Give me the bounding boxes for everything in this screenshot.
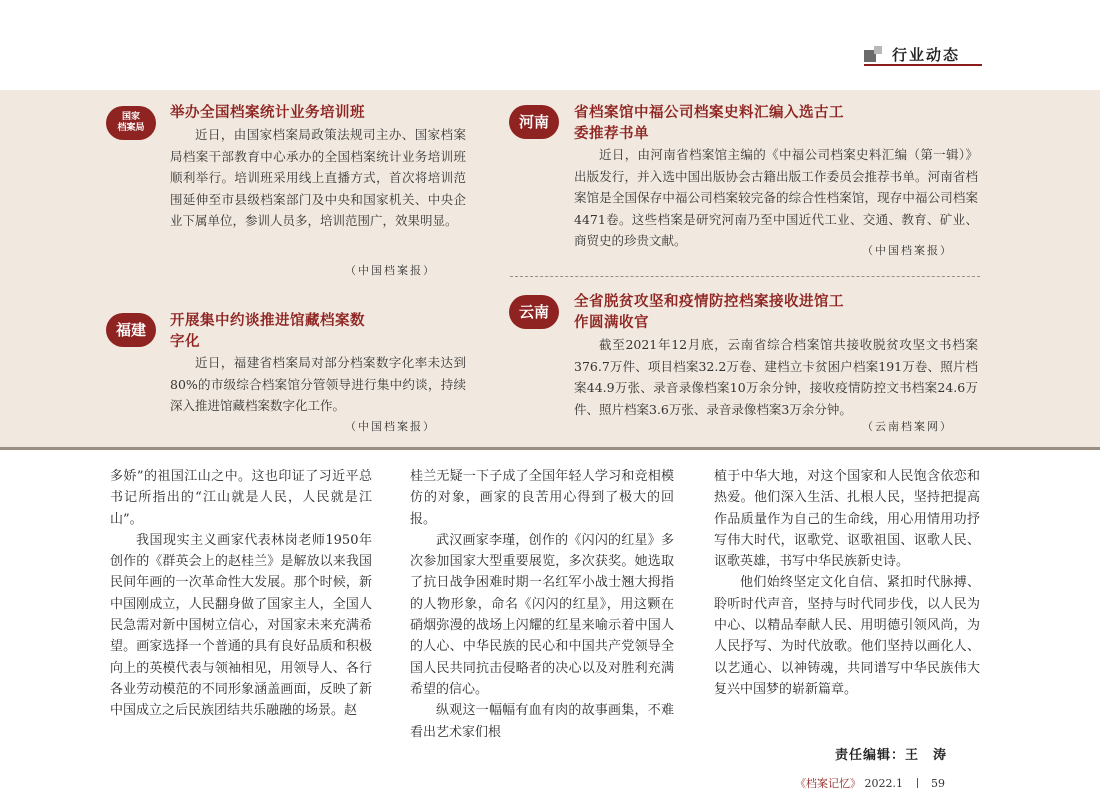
news-source-2: （中国档案报） — [345, 420, 436, 433]
news-tag-guojia: 国家 档案局 — [106, 106, 156, 140]
paragraph: 植于中华大地，对这个国家和人民饱含依恋和热爱。他们深入生活、扎根人民，坚持把提高作品质量作为自己的生命线，用心用情用功抒写伟大时代，讴歌党、讴歌祖国、讴歌人民、讴歌英雄，书写中华民族新史诗。 — [714, 469, 980, 570]
section-header — [864, 44, 982, 64]
news-source-4: （云南档案网） — [862, 420, 953, 433]
news-tag-henan: 河南 — [509, 105, 559, 139]
news-source-1: （中国档案报） — [345, 264, 436, 277]
paragraph: 我国现实主义画家代表林岗老师1950年创作的《群英会上的赵桂兰》是解放以来我国民间年画的一次革命性大发展。那个时候，新中国刚成立，人民翻身做了国家主人，全国人民急需对新中国树立信心，对国家未来充满希望。画家选择一个普通的具有良好品质和积极向上的英模代表与领袖相见，用领导人、各行各业劳动模范的不同形象涵盖画面，反映了新中国成立之后民族团结共乐融融的场景。赵 — [110, 532, 372, 719]
news-body-4: 截至2021年12月底，云南省综合档案馆共接收脱贫攻坚文书档案376.7万件、项目档案32.2万卷、建档立卡贫困户档案191万卷、照片档案44.9万张、录音录像档案10万余分钟，接收疫情防控文书档案24.6万件、照片档案3.6万张、录音录像档案3万余分钟。 — [574, 337, 978, 417]
news-body-1: 近日，由国家档案局政策法规司主办、国家档案局档案干部教育中心承办的全国档案统计业务培训班顺利举行。培训班采用线上直播方式，首次将培训范围延伸至市县级档案部门及中央和国家机关、中央企业下属单位，参训人员多，培训范围广，效果明显。 — [170, 127, 466, 228]
magazine-name: 《档案记忆》 — [795, 777, 861, 790]
news-title-4: 全省脱贫攻坚和疫情防控档案接收进馆工 作圆满收官 — [574, 294, 844, 331]
paragraph: 多娇”的祖国江山之中。这也印证了习近平总书记所指出的“江山就是人民，人民就是江山”。 — [110, 469, 372, 527]
news-divider — [510, 276, 980, 277]
responsible-editor: 责任编辑：王 涛 — [835, 748, 948, 763]
paragraph: 武汉画家李瑾，创作的《闪闪的红星》多次参加国家大型重要展览，多次获奖。她选取了抗日战争困难时期一名红军小战士翘大拇指的人物形象，命名《闪闪的红星》，用这颗在硝烟弥漫的战场上闪耀的红星来喻示着中国人的人心、中华民族的民心和中国共产党领导全国人民共同抗击侵略者的决心以及对胜利充满希望的信心。 — [410, 532, 674, 697]
band-bottom-rule — [0, 447, 1100, 450]
section-marker-icon — [864, 46, 884, 64]
news-source-3: （中国档案报） — [862, 244, 953, 257]
news-body-2: 近日，福建省档案局对部分档案数字化率未达到80%的市级综合档案馆分管领导进行集中约谈，持续深入推进馆藏档案数字化工作。 — [170, 355, 466, 413]
news-title-3: 省档案馆中福公司档案史料汇编入选古工 委推荐书单 — [574, 105, 844, 142]
issue-number: 2022.1 — [864, 777, 903, 790]
news-title-1: 举办全国档案统计业务培训班 — [170, 105, 365, 121]
paragraph: 纵观这一幅幅有血有肉的故事画集，不难看出艺术家们根 — [410, 703, 674, 740]
article-column-3 — [714, 466, 980, 700]
article-column-2 — [410, 466, 674, 743]
paragraph: 桂兰无疑一下子成了全国年轻人学习和竞相模仿的对象，画家的良苦用心得到了极大的回报。 — [410, 469, 674, 527]
news-tag-yunnan: 云南 — [509, 295, 559, 329]
news-title-2: 开展集中约谈推进馆藏档案数 字化 — [170, 313, 365, 350]
news-tag-fujian: 福建 — [106, 313, 156, 347]
footer-divider — [917, 778, 918, 788]
section-title: 行业动态 — [892, 46, 961, 64]
page-number: 59 — [931, 777, 945, 790]
paragraph: 他们始终坚定文化自信、紧扣时代脉搏、聆听时代声音，坚持与时代同步伐，以人民为中心、以精品奉献人民、用明德引领风尚，为人民抒写、为时代放歌。他们坚持以画化人、以艺通心、以神铸魂，共同谱写中华民族伟大复兴中国梦的崭新篇章。 — [714, 575, 980, 697]
article-column-1 — [110, 466, 372, 722]
news-body-3: 近日，由河南省档案馆主编的《中福公司档案史料汇编（第一辑）》出版发行，并入选中国出版协会古籍出版工作委员会推荐书单。河南省档案馆是全国保存中福公司档案较完备的综合性档案馆，现存中福公司档案4471卷。这些档案是研究河南乃至中国近代工业、交通、教育、矿业、商贸史的珍贵文献。 — [574, 147, 978, 248]
page-footer — [795, 775, 945, 791]
section-rule — [864, 64, 982, 66]
